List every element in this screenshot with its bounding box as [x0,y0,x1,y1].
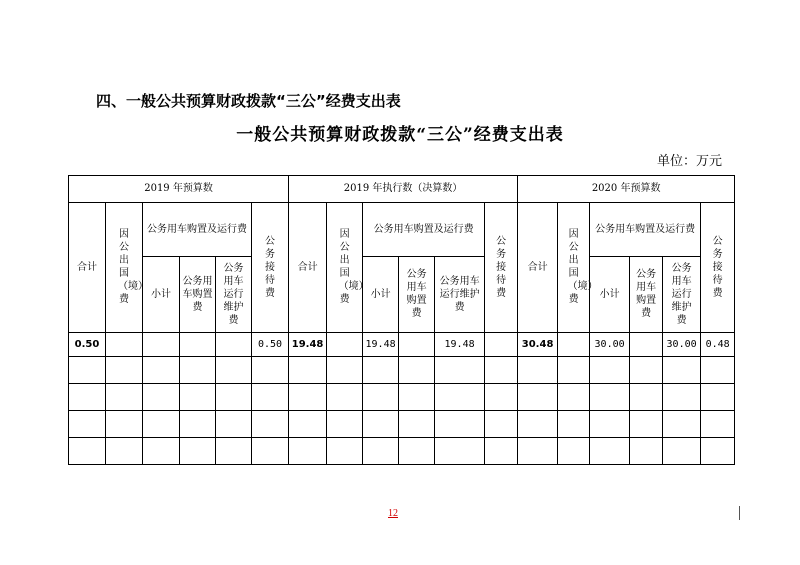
cell [399,333,435,357]
header-car-group: 公务用车购置及运行费 [363,203,485,257]
cell [558,438,590,465]
page-number: 12 [388,508,398,519]
header-reception: 公务接待费 [252,203,289,333]
cell [590,384,630,411]
cell [518,411,558,438]
cell [399,438,435,465]
header-subtotal: 小计 [143,257,180,333]
cell [69,438,106,465]
cell [590,411,630,438]
cell: 19.48 [363,333,399,357]
column-header-row-2 [69,257,735,333]
cell: 30.48 [518,333,558,357]
cell [180,384,216,411]
cell [435,411,485,438]
header-abroad: 因公出国（境）费 [327,203,363,333]
table-row [69,411,735,438]
group-header-row [69,176,735,203]
cell [485,411,518,438]
cell [143,357,180,384]
cell [363,357,399,384]
cell [106,357,143,384]
cell [701,438,735,465]
header-total: 合计 [289,203,327,333]
cell [69,357,106,384]
cell [289,384,327,411]
cell [363,384,399,411]
group-header-2019-actual: 2019 年执行数（决算数） [289,176,518,203]
cell [701,411,735,438]
header-car-operation: 公务用车运行维护费 [216,257,252,333]
cell [216,357,252,384]
cell [663,384,701,411]
cell [180,411,216,438]
cell [252,438,289,465]
cell [518,357,558,384]
cell [106,411,143,438]
header-reception: 公务接待费 [485,203,518,333]
cell [106,333,143,357]
cell [252,411,289,438]
cell [630,357,663,384]
cell [69,411,106,438]
cell [216,438,252,465]
cell [630,384,663,411]
cell [143,384,180,411]
table-title: 一般公共预算财政拨款“三公”经费支出表 [236,125,564,145]
table-row [69,357,735,384]
cell [590,357,630,384]
cell [630,411,663,438]
cell [558,384,590,411]
header-subtotal: 小计 [590,257,630,333]
cell [399,357,435,384]
cell [558,357,590,384]
cell [327,384,363,411]
cell [327,438,363,465]
header-reception: 公务接待费 [701,203,735,333]
three-public-expenses-table [68,175,735,465]
cell [252,357,289,384]
header-car-operation: 公务用车运行维护费 [435,257,485,333]
cell [106,438,143,465]
cell [289,357,327,384]
table-row [69,333,735,357]
cell [399,384,435,411]
cell [701,384,735,411]
cell [216,333,252,357]
header-total: 合计 [69,203,106,333]
cell [180,357,216,384]
cell [485,438,518,465]
section-heading: 四、一般公共预算财政拨款“三公”经费支出表 [96,92,401,110]
cell [327,411,363,438]
cell [435,357,485,384]
cell: 0.50 [252,333,289,357]
header-total: 合计 [518,203,558,333]
cell [701,357,735,384]
cell [106,384,143,411]
header-car-operation: 公务用车运行维护费 [663,257,701,333]
group-header-2020-budget: 2020 年预算数 [518,176,735,203]
cell [289,438,327,465]
cell [363,411,399,438]
cell: 0.48 [701,333,735,357]
table-row [69,438,735,465]
cell [252,384,289,411]
header-abroad: 因公出国（境）费 [558,203,590,333]
cell [69,384,106,411]
cell [180,438,216,465]
cell [518,438,558,465]
cell: 30.00 [663,333,701,357]
cell [143,333,180,357]
cell [630,333,663,357]
cell [143,438,180,465]
cell [143,411,180,438]
table-row [69,384,735,411]
header-car-group: 公务用车购置及运行费 [143,203,252,257]
cell [663,438,701,465]
cell [399,411,435,438]
header-abroad: 因公出国（境）费 [106,203,143,333]
cell [518,384,558,411]
cell [363,438,399,465]
cell [216,384,252,411]
header-car-purchase: 公务用车购置费 [399,257,435,333]
cell [435,438,485,465]
cell [485,333,518,357]
cell [289,411,327,438]
header-subtotal: 小计 [363,257,399,333]
cell [327,357,363,384]
group-header-2019-budget: 2019 年预算数 [69,176,289,203]
header-car-group: 公务用车购置及运行费 [590,203,701,257]
cell [663,357,701,384]
column-header-row-1 [69,203,735,257]
cell [558,333,590,357]
cell: 19.48 [435,333,485,357]
cell [180,333,216,357]
cell [485,357,518,384]
cell [590,438,630,465]
cell [327,333,363,357]
cell [630,438,663,465]
cell [216,411,252,438]
cell: 19.48 [289,333,327,357]
cell [435,384,485,411]
cell [485,384,518,411]
header-car-purchase: 公务用车购置费 [180,257,216,333]
cell: 30.00 [590,333,630,357]
cell [558,411,590,438]
unit-label: 单位：万元 [656,154,722,169]
header-car-purchase: 公务用车购置费 [630,257,663,333]
cell [663,411,701,438]
cell: 0.50 [69,333,106,357]
margin-mark [739,506,740,520]
